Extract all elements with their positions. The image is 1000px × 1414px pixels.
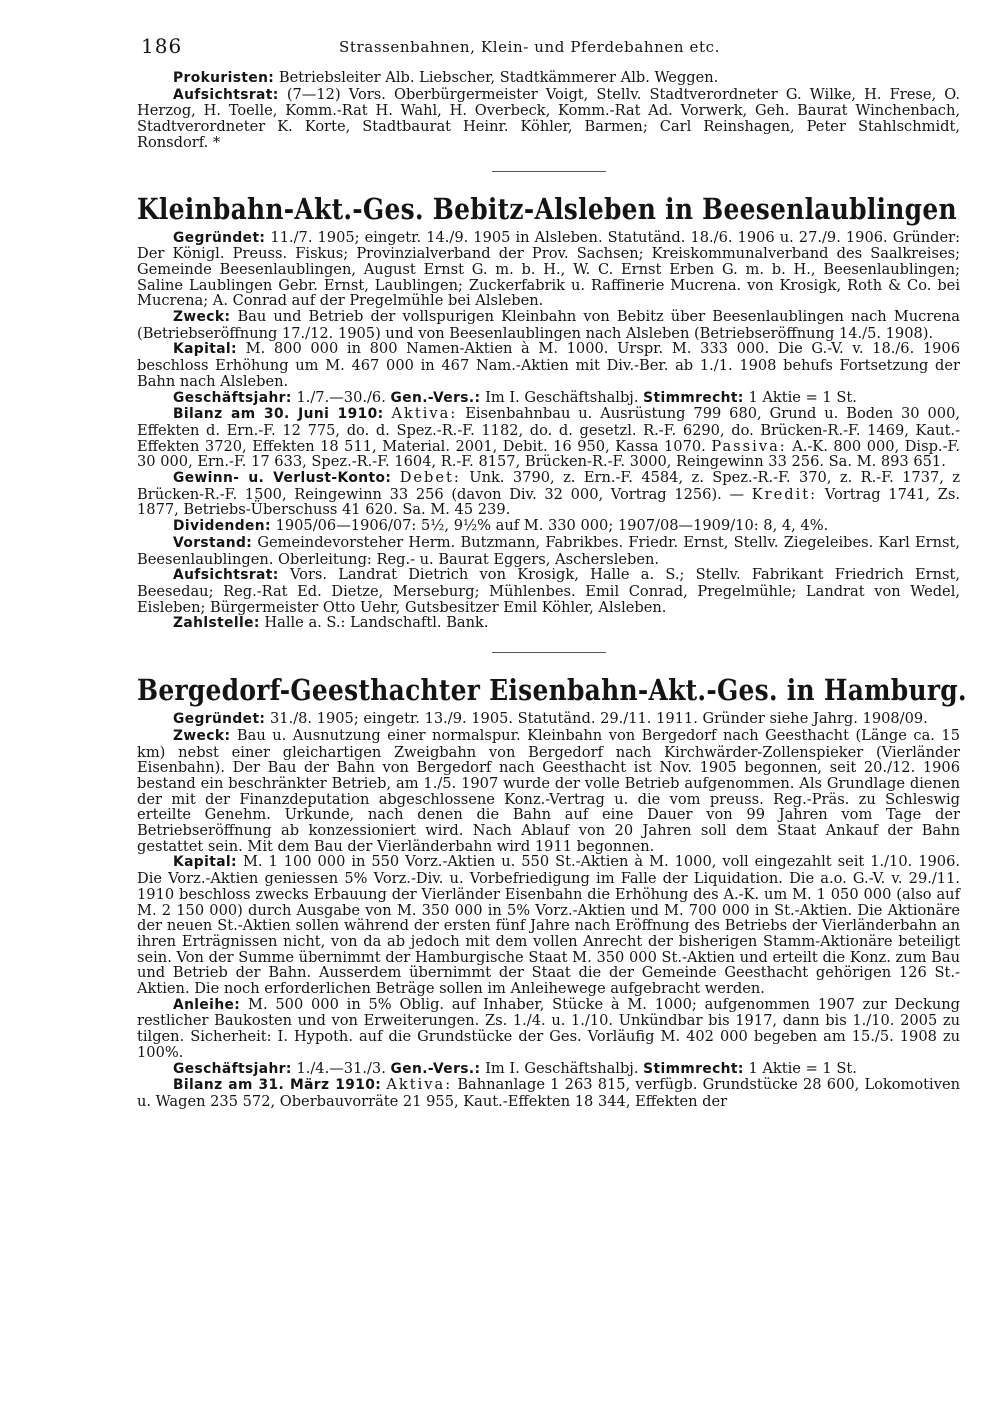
s1-gewinn-verlust: Gewinn- u. Verlust-Konto: Debet: Unk. 3790, z. Ern.-F. 4584, z. Spez.-R.-F. 370, z. R.-F. 1737, z Brücken-R.-F. 1500, Reingewinn 33 256 (davon Div. 32 000, Vortrag 1256). — Kredit: Vortrag 1741, Zs. 1877, Betriebs-Überschuss 41 620. Sa. M. 45 239. <box>137 469 961 519</box>
s2-gegruendet: Gegründet: 31./8. 1905; eingetr. 13./9. 1905. Statutänd. 29./11. 1911. Gründer siehe Jahrg. 1908/09. <box>173 710 928 728</box>
label-aufsichtsrat: Aufsichtsrat: <box>173 86 279 103</box>
s1-aufsichtsrat: Aufsichtsrat: Vors. Landrat Dietrich von Krosigk, Halle a. S.; Stellv. Fabrikant Friedrich Ernst, Beesedau; Reg.-Rat Ed. Dietze, Merseburg; Mühlenbes. Emil Conrad, Pregelmühle; Landrat von Wedel, Eisleben; Bürgermeister Otto Uehr, Gutsbesitzer Emil Köhler, Alsleben. <box>137 566 961 616</box>
prev-prokuristen: Prokuristen: Betriebsleiter Alb. Liebscher, Stadtkämmerer Alb. Weggen. <box>173 69 719 86</box>
s1-dividenden: Dividenden: 1905/06—1906/07: 5½, 9½% auf M. 330 000; 1907/08—1909/10: 8, 4, 4%. <box>173 517 829 535</box>
s2-geschaeftsjahr: Geschäftsjahr: 1./4.—31./3. Gen.-Vers.: Im I. Geschäftshalbj. Stimmrecht: 1 Aktie = 1 St. <box>173 1059 857 1077</box>
divider <box>492 171 606 172</box>
label-prokuristen: Prokuristen: <box>173 70 275 86</box>
section-title-bergedorf: Bergedorf-Geesthachter Eisenbahn-Akt.-Ges. in Hamburg. <box>137 673 967 708</box>
s1-vorstand: Vorstand: Gemeindevorsteher Herm. Butzmann, Fabrikbes. Friedr. Ernst, Stellv. Ziegeleibes. Karl Ernst, Beesenlaublingen. Oberleitung: Reg.- u. Baurat Eggers, Aschersleben. <box>137 533 960 568</box>
page-header <box>137 28 960 58</box>
running-title: Strassenbahnen, Klein- und Pferdebahnen etc. <box>339 38 720 56</box>
s1-zweck: Zweck: Bau und Betrieb der vollspurigen Kleinbahn von Bebitz über Beesenlaublingen nach Mucrena (Betriebseröffnung 17./12. 1905) und von Beesenlaublingen nach Alsleben (Betriebseröffnung 14./5. 1908). <box>137 308 960 342</box>
prev-aufsichtsrat: Aufsichtsrat: (7—12) Vors. Oberbürgermeister Voigt, Stellv. Stadtverordneter G. Wilke, H. Frese, O. Herzog, H. Toelle, Komm.-Rat H. Wahl, H. Overbeck, Komm.-Rat Ad. Vorwerk, Geh. Baurat Winchenbach, Stadtverordneter K. Korte, Stadtbaurat Heinr. Köhler, Barmen; Carl Reinshagen, Peter Stahlschmidt, Ronsdorf. * <box>137 85 960 151</box>
s2-bilanz: Bilanz am 31. März 1910: Aktiva: Bahnanlage 1 263 815, verfügb. Grundstücke 28 600, Lokomotiven u. Wagen 235 572, Oberbauvorräte 21 955, Kaut.-Effekten 18 344, Effekten der <box>137 1076 960 1110</box>
s1-kapital: Kapital: M. 800 000 in 800 Namen-Aktien à M. 1000. Urspr. M. 333 000. Die G.-V. v. 18./6. 1906 beschloss Erhöhung um M. 467 000 in 467 Nam.-Aktien mit Div.-Ber. ab 1./1. 1908 behufs Fortsetzung der Bahn nach Alsleben. <box>137 340 961 390</box>
section-title-kleinbahn: Kleinbahn-Akt.-Ges. Bebitz-Alsleben in Beesenlaublingen <box>137 191 957 226</box>
divider <box>492 652 606 653</box>
s2-kapital: Kapital: M. 1 100 000 in 550 Vorz.-Aktien u. 550 St.-Aktien à M. 1000, voll eingezahlt seit 1./10. 1906. Die Vorz.-Aktien geniessen 5% Vorz.-Div. u. Vorbefriedigung im Falle der Liquidation. Die a.o. G.-V. v. 29./11. 1910 beschloss zwecks Erbauung der Vierländer Eisenbahn die Erhöhung des A.-K. um M. 1 050 000 (also auf M. 2 150 000) durch Ausgabe von M. 350 000 in 5% Vorz.-Aktien und M. 700 000 in St.-Aktien. Die Aktionäre der neuen St.-Aktien sollen während der ersten fünf Jahre nach Eröffnung des Betriebs der Vierländerbahn an ihren Erträgnissen nicht, von da ab jedoch mit dem vollen Anrecht der bisherigen Stamm-Aktionäre beteiligt sein. Von der Summe übernimmt der Hamburgische Staat M. 350 000 St.-Aktien und erteilt die Konz. zum Bau und Betrieb der Bahn. Ausserdem übernimmt der Staat die der Gemeinde Geesthacht gehörigen 126 St.-Aktien. Die noch erforderlichen Beträge sollen im Anleihewege aufgebracht werden. <box>137 853 960 998</box>
s1-bilanz: Bilanz am 30. Juni 1910: Aktiva: Eisenbahnbau u. Ausrüstung 799 680, Grund u. Boden 30 000, Effekten d. Ern.-F. 12 775, do. d. Spez.-R.-F. 1182, do. d. gesetzl. R.-F. 6290, do. Brücken-R.-F. 1469, Kaut.-Effekten 3720, Effekten 18 511, Material. 2001, Debit. 16 950, Kassa 1070. Passiva: A.-K. 800 000, Disp.-F. 30 000, Ern.-F. 17 633, Spez.-R.-F. 1604, R.-F. 8157, Brücken-R.-F. 3000, Reingewinn 33 256. Sa. M. 893 651. <box>137 405 961 471</box>
s1-geschaeftsjahr: Geschäftsjahr: 1./7.—30./6. Gen.-Vers.: Im I. Geschäftshalbj. Stimmrecht: 1 Aktie = 1 St. <box>173 388 857 406</box>
s1-gegruendet: Gegründet: 11./7. 1905; eingetr. 14./9. 1905 in Alsleben. Statutänd. 18./6. 1906 u. 27./9. 1906. Gründer: Der Königl. Preuss. Fiskus; Provinzialverband der Prov. Sachsen; Kreiskommunalverband des Saalkreises; Gemeinde Beesenlaublingen, August Ernst G. m. b. H., W. C. Ernst Erben G. m. b. H., Beesenlaublingen; Saline Laublingen Gebr. Ernst, Laublingen; Zuckerfabrik u. Raffinerie Mucrena. von Krosigk, Roth & Co. bei Mucrena; A. Conrad auf der Pregelmühle bei Alsleben. <box>137 228 961 310</box>
s2-anleihe: Anleihe: M. 500 000 in 5% Oblig. auf Inhaber, Stücke à M. 1000; aufgenommen 1907 zur Deckung restlicher Baukosten und von Erweiterungen. Zs. 1./4. u. 1./10. Unkündbar bis 1917, dann bis 1./10. 2005 zu tilgen. Sicherheit: I. Hypoth. auf die Grundstücke der Ges. Vorläufig M. 402 000 begeben am 15./5. 1908 zu 100%. <box>137 995 960 1061</box>
s1-zahlstelle: Zahlstelle: Halle a. S.: Landschaftl. Bank. <box>173 614 489 632</box>
page-number: 186 <box>141 34 183 58</box>
s2-zweck: Zweck: Bau u. Ausnutzung einer normalspur. Kleinbahn von Bergedorf nach Geesthacht (Länge ca. 15 km) nebst einer gleichartigen Zweigbahn von Bergedorf nach Kirchwärder-Zollenspieker (Vierländer Eisenbahn). Der Bau der Bahn von Bergedorf nach Geesthacht ist Nov. 1905 begonnen, seit 20./12. 1906 bestand ein beschränkter Betrieb, am 1./5. 1907 wurde der volle Betrieb aufgenommen. Als Grundlage dienen der mit der Finanzdeputation abgeschlossene Konz.-Vertrag u. die vom preuss. Reg.-Präs. zu Schleswig erteilte Genehm. Urkunde, nach denen die Bahn auf eine Dauer von 99 Jahren vom Tage der Betriebseröffnung ab konzessioniert wird. Nach Ablauf von 20 Jahren soll dem Staat Ankauf der Bahn gestattet sein. Mit dem Bau der Vierländerbahn wird 1911 begonnen. <box>137 726 960 855</box>
